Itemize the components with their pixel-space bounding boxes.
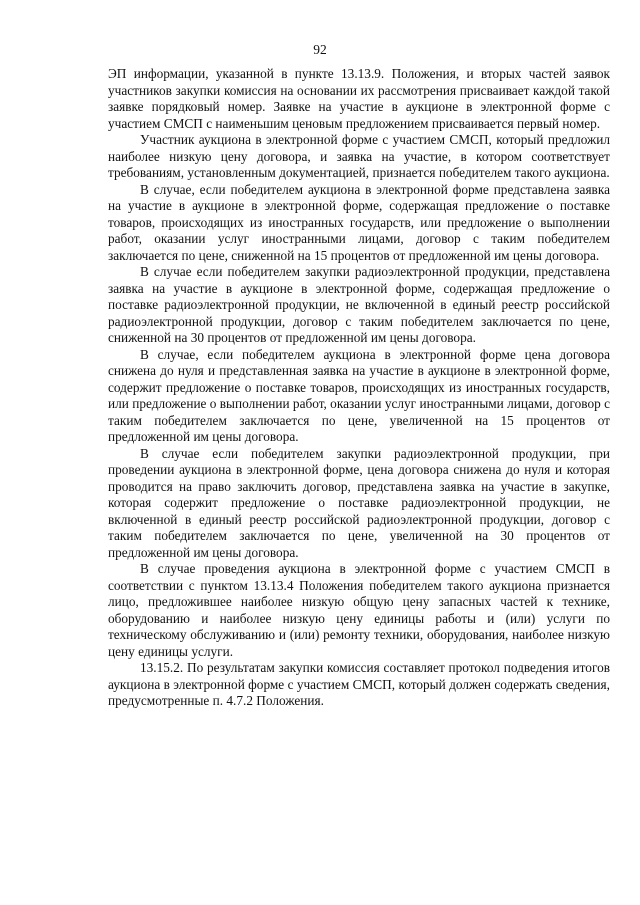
paragraph-spare-parts-winner: В случае проведения аукциона в электронной форме с участием СМСП в соответствии с пунктом 13.13.4 Положения победителем такого аукциона признается лицо, предложившее наиболее низкую общую цену запасных частей к технике, оборудованию и наиболее низкую цену единицы работы и (или) услуги по техническому обслуживанию и (или) ремонту техники, оборудования, наиболее низкую цену единицы услуги. [108,561,610,659]
paragraph-zero-price-radioelectronic-increase: В случае если победителем закупки радиоэлектронной продукции, при проведении аукциона в электронной форме, цена договора снижена до нуля и которая проводится на право заключить договор, представлена заявка на участие в закупке, которая содержит предложение о поставке радиоэлектронной продукции, не включенной в единый реестр российской радиоэлектронной продукции, договор с таким победителем заключается по цене, увеличенной на 30 процентов от предложенной им цены договора. [108,445,610,560]
document-body [108,66,610,710]
paragraph-continuation: ЭП информации, указанной в пункте 13.13.9. Положения, и вторых частей заявок участников закупки комиссия на основании их рассмотрения присваивает каждой такой заявке порядковый номер. Заявке на участие в аукционе в электронной форме с участием СМСП с наименьшим ценовым предложением присваивается первый номер. [108,66,610,131]
paragraph-winner-definition: Участник аукциона в электронной форме с участием СМСП, который предложил наиболее низкую цену договора, и заявка на участие, в котором соответствует требованиям, установленным документацией, признается победителем такого аукциона. [108,132,610,180]
paragraph-radioelectronic-reduction: В случае если победителем закупки радиоэлектронной продукции, представлена заявка на участие в аукционе в электронной форме, содержащая предложение о поставке радиоэлектронной продукции, не включенной в единый реестр российской радиоэлектронной продукции, договор с таким победителем заключается по цене, сниженной на 30 процентов от предложенной им цены договора. [108,264,610,345]
page-number: 92 [313,42,327,57]
paragraph-section-13-15-2: 13.15.2. По результатам закупки комиссия составляет протокол подведения итогов аукциона в электронной форме с участием СМСП, который должен содержать сведения, предусмотренные п. 4.7.2 Положения. [108,660,610,708]
paragraph-foreign-goods-reduction: В случае, если победителем аукциона в электронной форме представлена заявка на участие в аукционе в электронной форме, содержащая предложение о поставке товаров, происходящих из иностранных государств, или предложение о выполнении работ, оказании услуг иностранными лицами, договор с таким победителем заключается по цене, сниженной на 15 процентов от предложенной им цены договора. [108,181,610,263]
paragraph-zero-price-foreign-increase: В случае, если победителем аукциона в электронной форме цена договора снижена до нуля и представленная заявка на участие в аукционе в электронной форме, содержит предложение о поставке товаров, происходящих из иностранных государств, или предложение о выполнении работ, оказании услуг иностранными лицами, договор с таким победителем заключается по цене, увеличенной на 15 процентов от предложенной им цены договора. [108,346,610,444]
